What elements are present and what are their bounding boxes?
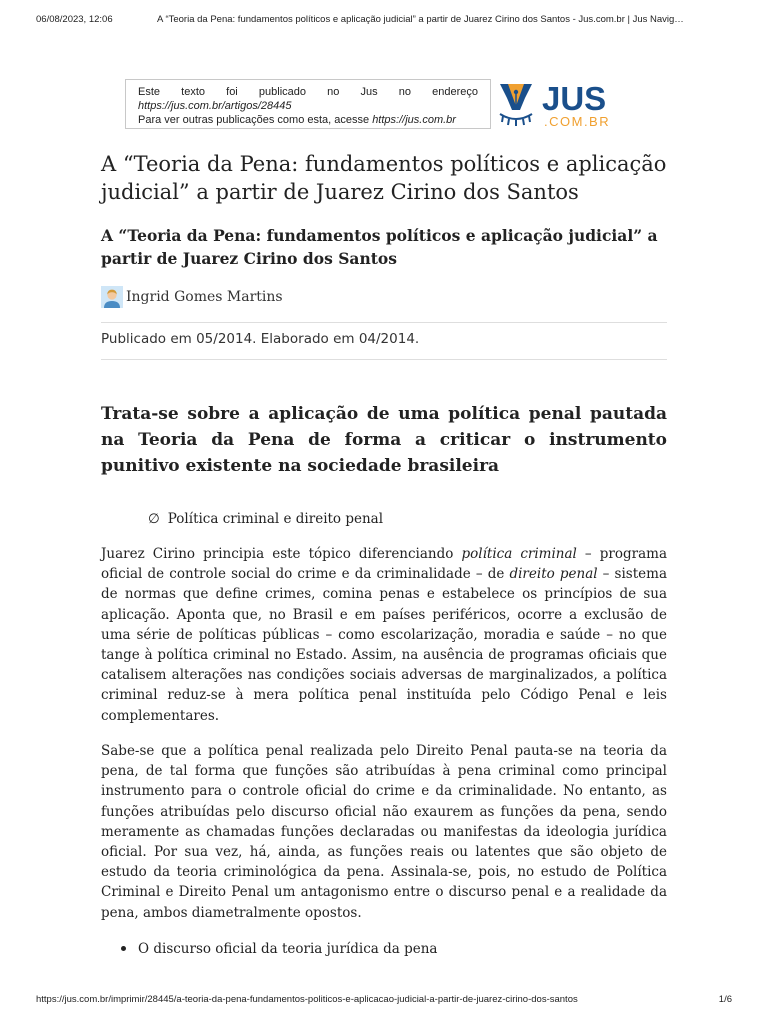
publication-date: Publicado em 05/2014. Elaborado em 04/2014. [101, 331, 420, 347]
article-subtitle: A “Teoria da Pena: fundamentos políticos e aplicação judicial” a partir de Juarez Cirino dos Santos [101, 226, 658, 268]
article-lead: Trata-se sobre a aplicação de uma política penal pautada na Teoria da Pena de forma a criticar o instrumento punitivo existente na sociedade brasileira [101, 404, 667, 476]
logo-domain: .COM.BR [544, 114, 611, 129]
print-page-title: A “Teoria da Pena: fundamentos políticos e aplicação judicial” a partir de Juarez Cirino dos Santos - Jus.com.br | Jus Navig… [157, 14, 684, 25]
paragraph-emphasis: política criminal [461, 546, 577, 562]
list-item-text: O discurso oficial da teoria jurídica da pena [138, 941, 438, 957]
paragraph-2: Sabe-se que a política penal realizada pelo Direito Penal pauta-se na teoria da pena, de tal forma que funções são atribuídas à pena criminal como principal instrumento para o controle oficial do crime e da criminalidade. No entanto, as funções atribuídas pelo discurso oficial não exaurem as funções da pena, sendo meramente as chamadas funções declaradas ou manifestas da ideologia jurídica oficial. Por sua vez, há, ainda, as funções reais ou latentes que são objeto de estudo da teoria criminológica da pena. Assinala-se, pois, no estudo de Política Criminal e Direito Penal um antagonismo entre o discurso penal e a realidade da pena, ambos diametralmente opostos. [101, 743, 667, 921]
divider [101, 359, 667, 360]
empty-set-icon: ∅ [148, 511, 160, 527]
publication-notice [125, 79, 491, 129]
print-url: https://jus.com.br/imprimir/28445/a-teoria-da-pena-fundamentos-politicos-e-aplicacao-judicial-a-partir-de-juarez-cirino-dos-santos [36, 994, 578, 1005]
page-number: 1/6 [718, 994, 732, 1005]
author-byline[interactable] [101, 285, 283, 309]
pen-nib-icon [500, 84, 532, 126]
notice-see-more-text: Para ver outras publicações como esta, acesse [138, 114, 373, 126]
section-title: Política criminal e direito penal [167, 511, 384, 527]
paragraph-1 [101, 544, 667, 726]
avatar [101, 286, 123, 308]
notice-see-more [138, 113, 478, 127]
logo-wordmark: JUS [542, 80, 607, 117]
author-name: Ingrid Gomes Martins [126, 289, 283, 305]
paragraph-text: – sistema de normas que define crimes, comina penas e estabelece os princípios de sua aplicação. Aponta que, no Brasil e em países periféricos, ocorre a exclusão de uma série de políticas públicas – como escolarização, moradia e saúde – no que tange à política criminal no Estado. Assim, na ausência de programas oficiais que catalisem alterações nas condições sociais adversas de marginalizados, a política criminal reduz-se à mera política penal instituída pelo Código Penal e leis complementares. [101, 566, 667, 724]
paragraph-text: – programa oficial de controle social do crime e da criminalidade – de [101, 546, 667, 583]
notice-line: Este texto foi publicado no Jus no endereço [138, 86, 478, 98]
article-title: A “Teoria da Pena: fundamentos políticos e aplicação judicial” a partir de Juarez Cirino dos Santos [101, 152, 667, 204]
bullet-icon [121, 946, 126, 951]
paragraph-emphasis: direito penal [509, 566, 598, 583]
paragraph-text: Juarez Cirino principia este tópico diferenciando [101, 546, 462, 562]
notice-site-url[interactable]: https://jus.com.br [372, 114, 456, 126]
divider [101, 322, 667, 323]
section-heading [148, 511, 383, 527]
notice-article-url[interactable]: https://jus.com.br/artigos/28445 [138, 100, 292, 112]
jus-logo [492, 80, 632, 130]
list-item [121, 941, 437, 957]
print-date: 06/08/2023, 12:06 [36, 14, 113, 25]
